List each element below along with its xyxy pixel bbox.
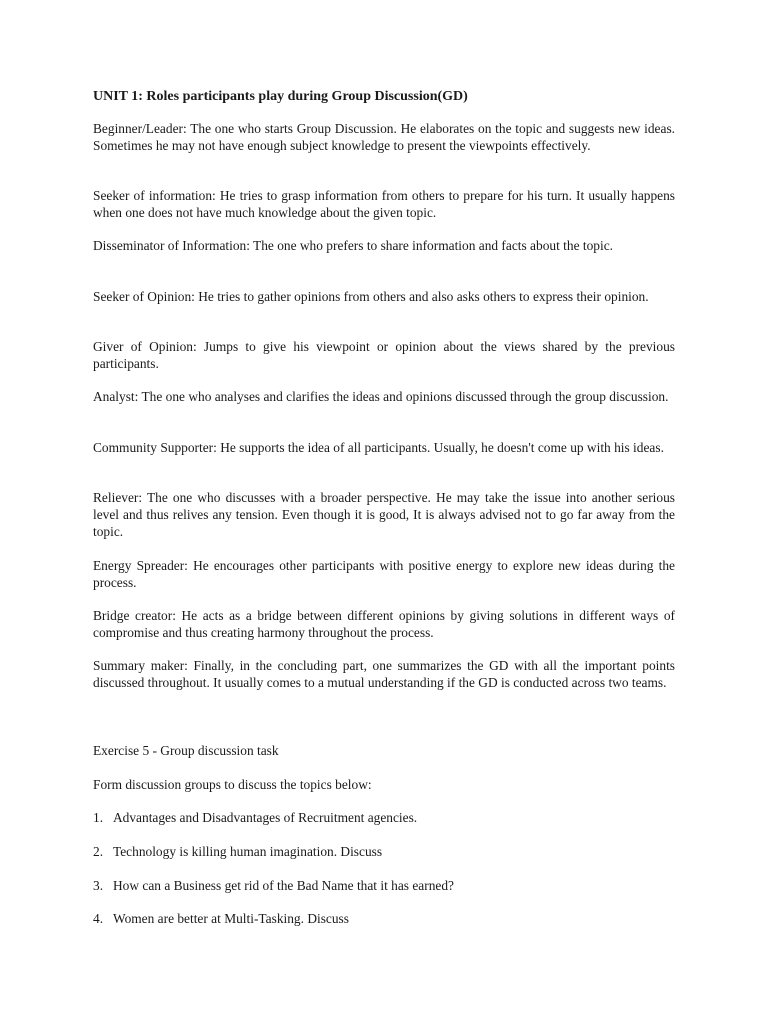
topic-text: How can a Business get rid of the Bad Name that it has earned?	[113, 878, 454, 893]
role-seeker-of-information: Seeker of information: He tries to grasp information from others to prepare for his turn. It usually happens when one does not have much knowledge about the given topic.	[93, 188, 675, 220]
exercise-intro: Form discussion groups to discuss the topics below:	[93, 777, 372, 792]
topic-item	[93, 844, 675, 861]
unit-title: UNIT 1: Roles participants play during Group Discussion(GD)	[93, 89, 468, 104]
role-beginner-leader: Beginner/Leader: The one who starts Group Discussion. He elaborates on the topic and suggests new ideas. Sometimes he may not have enough subject knowledge to present the viewpoints effectively.	[93, 121, 675, 153]
topic-item	[93, 810, 675, 827]
topic-text: Technology is killing human imagination. Discuss	[113, 844, 383, 859]
topic-item	[93, 911, 675, 928]
role-disseminator-of-information: Disseminator of Information: The one who prefers to share information and facts about the topic.	[93, 238, 613, 253]
role-energy-spreader: Energy Spreader: He encourages other participants with positive energy to explore new ideas during the process.	[93, 558, 675, 590]
role-giver-of-opinion: Giver of Opinion: Jumps to give his viewpoint or opinion about the views shared by the previous participants.	[93, 339, 675, 371]
topic-number: 3.	[93, 878, 104, 893]
role-seeker-of-opinion: Seeker of Opinion: He tries to gather opinions from others and also asks others to express their opinion.	[93, 289, 649, 304]
role-analyst: Analyst: The one who analyses and clarifies the ideas and opinions discussed through the group discussion.	[93, 389, 669, 404]
topic-text: Women are better at Multi-Tasking. Discuss	[113, 911, 349, 926]
document-page	[93, 88, 675, 926]
topic-text: Advantages and Disadvantages of Recruitment agencies.	[113, 810, 418, 825]
topic-number: 2.	[93, 844, 104, 859]
topic-number: 1.	[93, 810, 104, 825]
topic-item	[93, 878, 675, 895]
role-summary-maker: Summary maker: Finally, in the concluding part, one summarizes the GD with all the important points discussed throughout. It usually comes to a mutual understanding if the GD is conducted across two teams.	[93, 658, 675, 690]
exercise-title: Exercise 5 - Group discussion task	[93, 743, 279, 758]
topic-number: 4.	[93, 911, 104, 926]
role-community-supporter: Community Supporter: He supports the idea of all participants. Usually, he doesn't come up with his ideas.	[93, 440, 664, 455]
role-reliever: Reliever: The one who discusses with a broader perspective. He may take the issue into another serious level and thus relives any tension. Even though it is good, It is always advised not to go far away from the topic.	[93, 490, 675, 539]
role-bridge-creator: Bridge creator: He acts as a bridge between different opinions by giving solutions in different ways of compromise and thus creating harmony throughout the process.	[93, 608, 675, 640]
